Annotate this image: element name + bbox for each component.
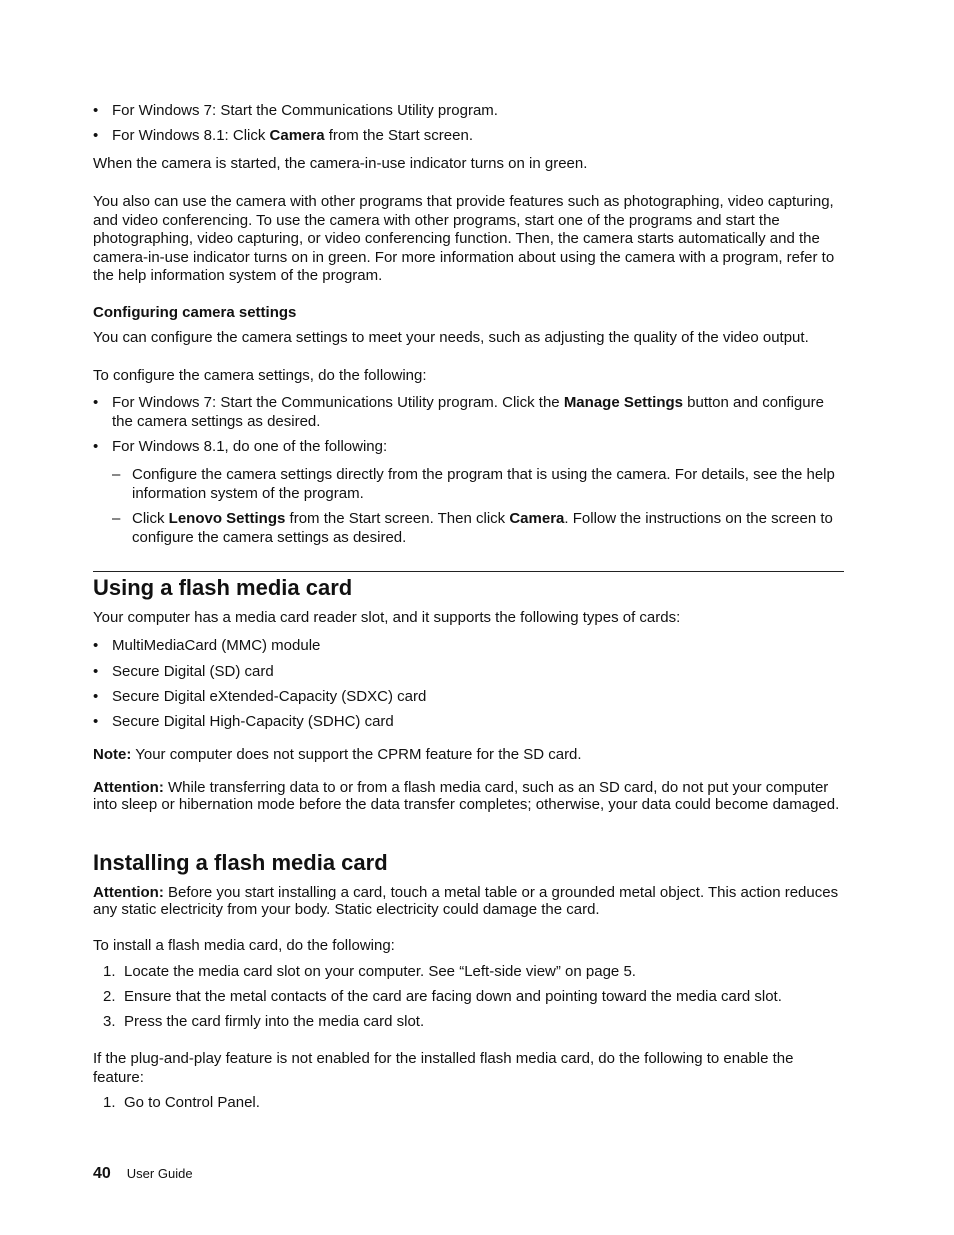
bullet-marker: • xyxy=(93,663,99,680)
list-item-text: For Windows 8.1, do one of the following: xyxy=(112,438,388,455)
attention-label: Attention: xyxy=(93,884,164,901)
list-item-text: Secure Digital eXtended-Capacity (SDXC) card xyxy=(112,688,427,705)
list-item-text: Secure Digital High-Capacity (SDHC) card xyxy=(112,713,394,730)
bold-text: Manage Settings xyxy=(563,394,683,411)
section-subheading: Configuring camera settings xyxy=(93,304,297,321)
paragraph: You can configure the camera settings to meet your needs, such as adjusting the quality of the video output. xyxy=(93,329,809,346)
list-item-text: Ensure that the metal contacts of the card are facing down and pointing toward the media card slot. xyxy=(124,988,782,1005)
bold-text: Camera xyxy=(269,127,325,144)
list-item xyxy=(93,102,844,121)
section-heading: Installing a flash media card xyxy=(93,850,388,875)
list-item-text: Locate the media card slot on your computer. See “Left-side view” on page 5. xyxy=(124,963,636,980)
numbered-item xyxy=(93,1013,844,1032)
list-item-text: Go to Control Panel. xyxy=(124,1094,260,1111)
list-item-text: Press the card firmly into the media card slot. xyxy=(124,1013,425,1030)
footer-title: User Guide xyxy=(126,1166,193,1181)
bullet-marker: • xyxy=(93,713,99,730)
step-number: 3. xyxy=(103,1013,116,1030)
list-item xyxy=(93,438,844,457)
step-number: 1. xyxy=(103,963,116,980)
list-item-text: For Windows 7: Start the Communications Utility program. Click the Manage Settings button and configure the camera settings as desired. xyxy=(112,394,824,430)
page-number: 40 xyxy=(93,1165,111,1182)
list-item xyxy=(93,688,844,707)
list-item-text: MultiMediaCard (MMC) module xyxy=(112,637,321,654)
list-item-text: For Windows 7: Start the Communications Utility program. xyxy=(112,102,498,119)
list-item xyxy=(93,713,844,732)
numbered-item xyxy=(93,1094,844,1113)
list-item-text: For Windows 8.1: Click Camera from the Start screen. xyxy=(112,127,473,144)
paragraph: You also can use the camera with other programs that provide features such as photographing, video capturing, and video conferencing. To use the camera with other programs, start one of the programs and start the photographing, video capturing, or video conferencing function. Then, the camera starts automatically and the camera-in-use indicator turns on in green. For more information about using the camera with a program, refer to the help information system of the program. xyxy=(93,193,835,284)
list-item-text: Secure Digital (SD) card xyxy=(112,663,274,680)
paragraph: To configure the camera settings, do the following: xyxy=(93,367,427,384)
list-item-text: Configure the camera settings directly from the program that is using the camera. For details, see the help information system of the program. xyxy=(132,466,835,502)
list-item xyxy=(93,637,844,656)
paragraph: To install a flash media card, do the following: xyxy=(93,937,395,954)
bullet-marker: • xyxy=(93,394,99,411)
section-heading: Using a flash media card xyxy=(93,575,353,600)
sub-list-item xyxy=(112,466,844,503)
step-number: 2. xyxy=(103,988,116,1005)
note-label: Note: xyxy=(93,746,132,763)
numbered-item xyxy=(93,988,844,1007)
numbered-item xyxy=(93,963,844,982)
page-footer xyxy=(93,1165,193,1183)
bullet-marker: • xyxy=(93,688,99,705)
attention-paragraph: Attention: While transferring data to or from a flash media card, such as an SD card, do not put your computer into sleep or hibernation mode before the data transfer completes; otherwise, your data could become damaged. xyxy=(93,779,840,813)
sub-list-item xyxy=(112,510,844,547)
attention-paragraph: Attention: Before you start installing a card, touch a metal table or a grounded metal object. This action reduces any static electricity from your body. Static electricity could damage the card. xyxy=(93,884,839,918)
list-item-text: Click Lenovo Settings from the Start screen. Then click Camera. Follow the instructions on the screen to configure the camera settings as desired. xyxy=(132,510,833,546)
paragraph: If the plug-and-play feature is not enabled for the installed flash media card, do the following to enable the feature: xyxy=(93,1050,794,1086)
list-item xyxy=(93,127,844,146)
bullet-marker: • xyxy=(93,438,99,455)
paragraph: When the camera is started, the camera-in-use indicator turns on in green. xyxy=(93,155,588,172)
bullet-marker: • xyxy=(93,127,99,144)
bullet-marker: • xyxy=(93,102,99,119)
bold-text: Camera xyxy=(509,510,565,527)
bold-text: Lenovo Settings xyxy=(168,510,286,527)
step-number: 1. xyxy=(103,1094,116,1111)
dash-marker: – xyxy=(112,510,121,527)
bullet-marker: • xyxy=(93,637,99,654)
dash-marker: – xyxy=(112,466,121,483)
section-divider xyxy=(93,571,844,572)
note-paragraph: Note: Your computer does not support the CPRM feature for the SD card. xyxy=(93,746,582,763)
list-item xyxy=(93,663,844,682)
list-item xyxy=(93,394,844,431)
attention-label: Attention: xyxy=(93,779,164,796)
paragraph: Your computer has a media card reader slot, and it supports the following types of cards: xyxy=(93,609,681,626)
